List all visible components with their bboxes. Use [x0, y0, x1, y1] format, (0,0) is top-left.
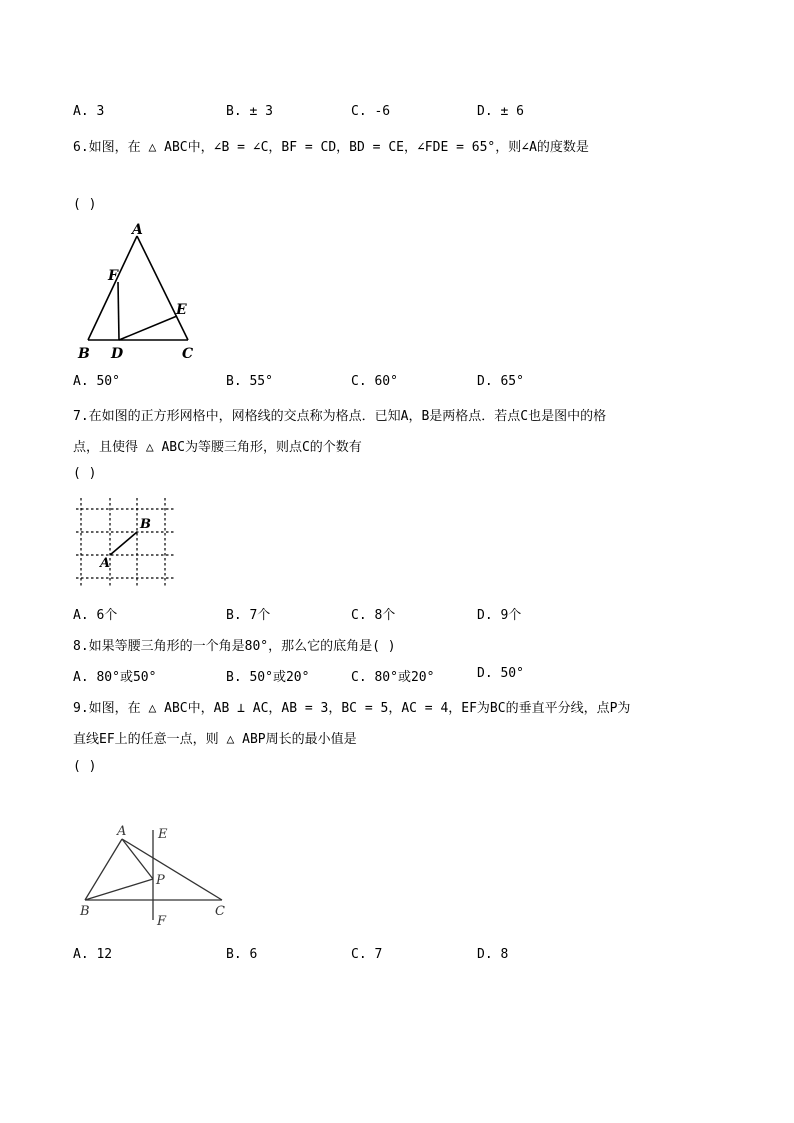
q9-label-f: F [157, 914, 167, 929]
q7-grid-figure [72, 490, 182, 590]
q5-option-d: D. ± 6 [477, 104, 524, 119]
q7-stem-line2: 点，且使得 △ ABC为等腰三角形，则点C的个数有 [73, 440, 362, 455]
q7-option-a: A. 6个 [73, 608, 118, 623]
q6-segment-de [119, 316, 177, 340]
q5-option-c: C. -6 [351, 104, 391, 119]
q9-stem-line2: 直线EF上的任意一点，则 △ ABP周长的最小值是 [73, 732, 357, 747]
q6-segment-fd [118, 282, 119, 340]
q5-option-a: A. 3 [73, 104, 105, 119]
q6-option-d: D. 65° [477, 374, 524, 389]
q9-option-a: A. 12 [73, 947, 113, 962]
q9-segment-ap [122, 839, 153, 879]
q9-triangle-figure [70, 820, 240, 932]
q6-edge-ac [137, 236, 188, 340]
q9-answer-paren: ( ) [73, 759, 97, 774]
q8-option-c: C. 80°或20° [351, 670, 435, 685]
q9-option-c: C. 7 [351, 947, 383, 962]
q9-label-c: C [215, 904, 225, 919]
q9-label-p: P [156, 873, 165, 888]
q6-label-c: C [182, 346, 194, 362]
q9-option-b: B. 6 [226, 947, 258, 962]
q8-stem: 8.如果等腰三角形的一个角是80°，那么它的底角是( ) [73, 639, 396, 654]
q6-label-a: A [132, 222, 143, 238]
q6-label-b: B [78, 346, 90, 362]
q7-option-d: D. 9个 [477, 608, 522, 623]
q7-label-b: B [140, 517, 151, 532]
q6-label-d: D [111, 346, 124, 362]
q9-edge-ac [122, 839, 222, 900]
q7-label-a: A [100, 556, 111, 571]
q9-stem-line1: 9.如图，在 △ ABC中，AB ⊥ AC，AB = 3，BC = 5，AC = 4，EF为BC的垂直平分线，点P为 [73, 701, 631, 716]
q6-option-b: B. 55° [226, 374, 273, 389]
q7-option-c: C. 8个 [351, 608, 396, 623]
q6-option-c: C. 60° [351, 374, 398, 389]
q8-option-d: D. 50° [477, 666, 524, 681]
q7-stem-line1: 7.在如图的正方形网格中，网格线的交点称为格点．已知A，B是两格点．若点C也是图中的格 [73, 409, 607, 424]
q9-label-a: A [117, 824, 127, 839]
q9-label-b: B [80, 904, 90, 919]
q7-segment-ab [110, 532, 137, 555]
q6-answer-paren: ( ) [73, 197, 97, 212]
q6-edge-ab [88, 236, 137, 340]
q5-option-b: B. ± 3 [226, 104, 273, 119]
q6-label-f: F [108, 268, 118, 284]
q8-option-b: B. 50°或20° [226, 670, 310, 685]
q6-option-a: A. 50° [73, 374, 120, 389]
q9-label-e: E [158, 827, 168, 842]
q6-stem: 6.如图，在 △ ABC中，∠B = ∠C，BF = CD，BD = CE，∠FDE = 65°，则∠A的度数是 [73, 140, 589, 155]
q7-option-b: B. 7个 [226, 608, 271, 623]
q8-option-a: A. 80°或50° [73, 670, 157, 685]
q9-option-d: D. 8 [477, 947, 509, 962]
q6-label-e: E [176, 302, 187, 318]
q6-triangle-figure [70, 220, 200, 365]
q7-answer-paren: ( ) [73, 466, 97, 481]
